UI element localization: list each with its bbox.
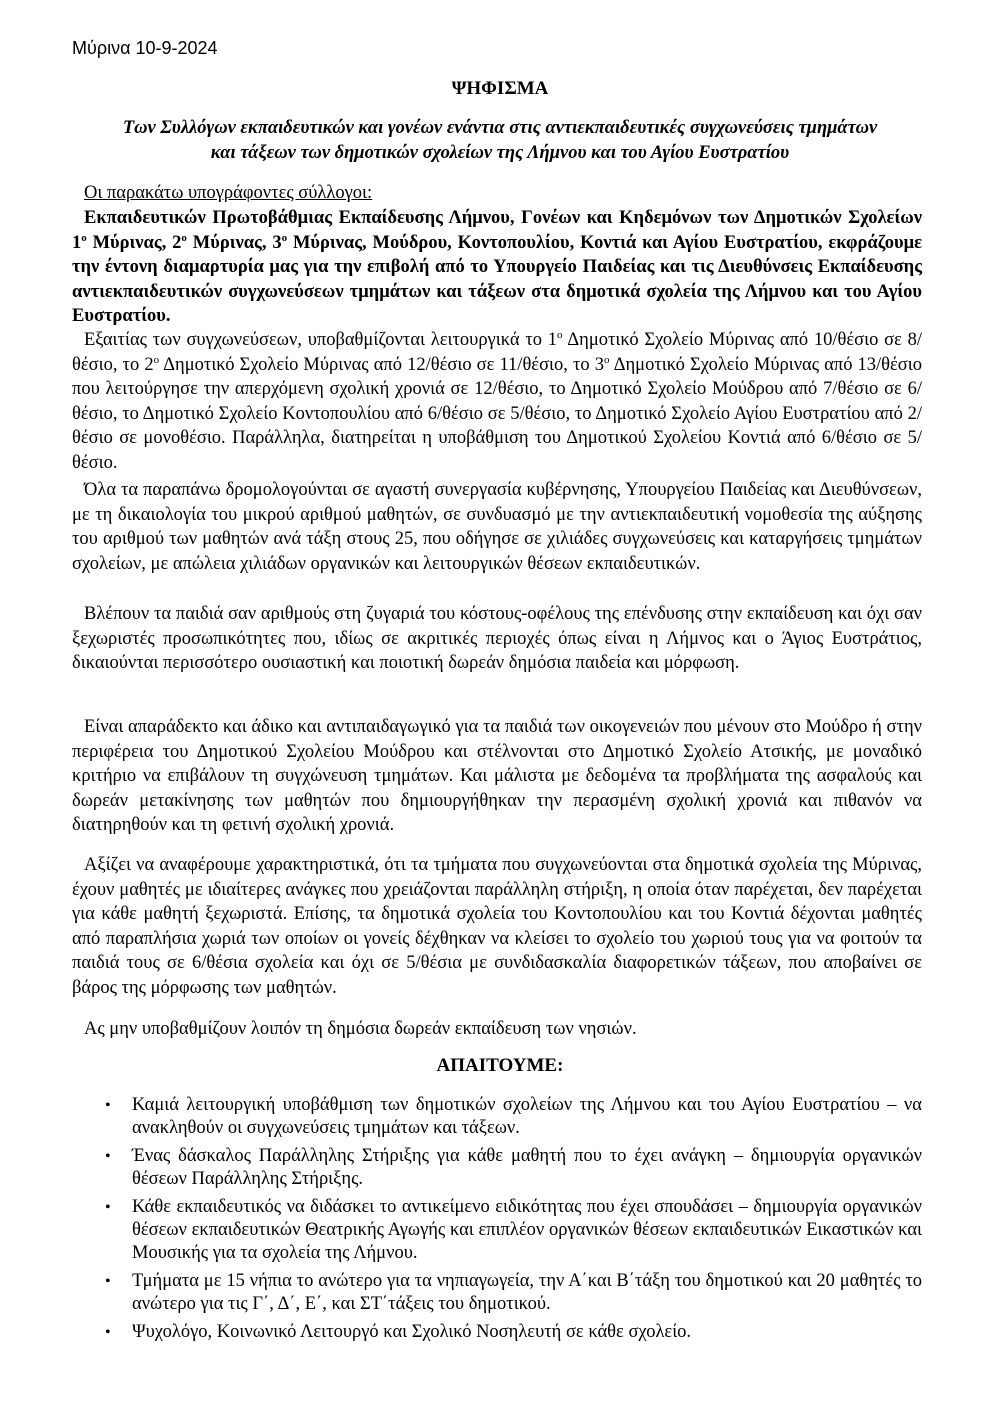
bullet-icon: • bbox=[105, 1097, 111, 1114]
paragraph-downgrades-text-4: Δημοτικό Σχολείο Μύρινας από 13/θέσιο που λειτούργησε την απερχόμενη σχολική χρονιά σε 12/θέσιο, το Δημοτικό Σχολείο Μούδρου από 7/θέσιο σε 6/θέσιο, το Δημοτικό Σχολείο Κοντοπουλίου από 6/θέσιο σε 5/θέσιο, το Δημοτικό Σχολείο Αγίου Ευστρατίου από 2/θέσιο σε μονοθέσιο. Παράλληλα, διατηρείται η υποβάθμιση του Δημοτικού Σχολείου Κοντιά από 6/θέσιο σε 5/θέσιο. bbox=[72, 354, 923, 473]
list-item bbox=[72, 1270, 922, 1316]
ordinal-superscript: ο bbox=[557, 328, 563, 341]
paragraph-downgrades-text-2: Δημοτικό Σχολείο Μύρινας από 10/θέσιο σε 8/θέσιο, το 2 bbox=[72, 330, 922, 375]
signatories-text-1: Εκπαιδευτικών Πρωτοβάθμιας Εκπαίδευσης Λήμνου, Γονέων και Κηδεμόνων των Δημοτικών Σχολείων 1 bbox=[72, 208, 922, 253]
intro-line: Οι παρακάτω υπογράφοντες σύλλογοι: bbox=[84, 183, 373, 203]
document-title: ΨΗΦΙΣΜΑ bbox=[451, 78, 549, 99]
demands-heading: ΑΠΑΙΤΟΥΜΕ: bbox=[436, 1055, 564, 1076]
signatories-text-3: Μύρινας, 3 bbox=[186, 232, 282, 253]
bullet-icon: • bbox=[105, 1148, 111, 1165]
document-subtitle: Των Συλλόγων εκπαιδευτικών και γονέων ενάντια στις αντιεκπαιδευτικές συγχωνεύσεις τμημάτων και τάξεων των δημοτικών σχολείων της Λήμνου και του Αγίου Ευστρατίου bbox=[122, 118, 878, 163]
bullet-icon: • bbox=[105, 1273, 111, 1290]
ordinal-superscript: ο bbox=[81, 231, 87, 244]
demand-text: Κάθε εκπαιδευτικός να διδάσκει το αντικείμενο ειδικότητας που έχει σπουδάσει – δημιουργία οργανικών θέσεων εκπαιδευτικών Θεατρικής Αγωγής και επιπλέον οργανικών θέσεων εκπαιδευτικών Εικαστικών και Μουσικής για τα σχολεία της Λήμνου. bbox=[132, 1197, 922, 1263]
bullet-icon: • bbox=[105, 1199, 111, 1216]
list-item bbox=[72, 1196, 922, 1265]
demand-text: Καμιά λειτουργική υποβάθμιση των δημοτικών σχολείων της Λήμνου και του Αγίου Ευστρατίου – να ανακληθούν οι συγχωνεύσεις τμημάτων και τάξεων. bbox=[132, 1095, 922, 1138]
demand-text: Ψυχολόγο, Κοινωνικό Λειτουργό και Σχολικό Νοσηλευτή σε κάθε σχολείο. bbox=[132, 1322, 692, 1342]
list-item bbox=[72, 1145, 922, 1191]
signatories-text-2: Μύρινας, 2 bbox=[86, 232, 182, 253]
demand-text: Τμήματα με 15 νήπια το ανώτερο για τα νηπιαγωγεία, την Α΄και Β΄τάξη του δημοτικού και 20 μαθητές το ανώτερο για τις Γ΄, Δ΄, Ε΄, και ΣΤ΄τάξεις του δημοτικού. bbox=[132, 1271, 922, 1314]
ordinal-superscript: ο bbox=[604, 353, 610, 366]
demands-list bbox=[72, 1094, 922, 1349]
paragraph-downgrades-text-3: Δημοτικό Σχολείο Μύρινας από 12/θέσιο σε 11/θέσιο, το 3 bbox=[159, 354, 605, 375]
signatories-text-4: Μύρινας, Μούδρου, Κοντοπουλίου, Κοντιά και Αγίου Ευστρατίου, εκφράζουμε την έντονη διαμαρτυρία μας για την επιβολή από το Υπουργείο Παιδείας και τις Διευθύνσεις Εκπαίδευσης αντιεκπαιδευτικών συγχωνεύσεων τμημάτων και τάξεων στα δημοτικά σχολεία της Λήμνου και του Αγίου Ευστρατίου. bbox=[72, 232, 922, 326]
paragraph-downgrades bbox=[72, 328, 922, 475]
list-item bbox=[72, 1321, 922, 1344]
ordinal-superscript: ο bbox=[281, 231, 288, 244]
paragraph-moudros: Είναι απαράδεκτο και άδικο και αντιπαιδαγωγικό για τα παιδιά των οικογενειών που μένουν στο Μούδρο ή στην περιφέρεια του Δημοτικού Σχολείου Μούδρου και στέλνονται στο Δημοτικό Σχολείο Ατσικής, με μοναδικό κριτήριο να επιβάλουν τη συγχώνευση τμημάτων. Και μάλιστα με δεδομένα τα προβλήματα της ασφαλούς και δωρεάν μετακίνησης των μαθητών που δημιουργήθηκαν την περασμένη σχολική χρονιά και πιθανόν να διατηρηθούν και τη φετινή σχολική χρονιά. bbox=[72, 717, 922, 835]
paragraph-closing: Ας μην υποβαθμίζουν λοιπόν τη δημόσια δωρεάν εκπαίδευση των νησιών. bbox=[84, 1019, 637, 1039]
paragraph-special-needs: Αξίζει να αναφέρουμε χαρακτηριστικά, ότι τα τμήματα που συγχωνεύονται στα δημοτικά σχολεία της Μύρινας, έχουν μαθητές με ιδιαίτερες ανάγκες που χρειάζονται παράλληλη στήριξη, η οποία όταν παρέχεται, δεν παρέχεται για κάθε μαθητή ξεχωριστά. Επίσης, τα δημοτικά σχολεία του Κοντοπουλίου και του Κοντιά δέχονται μαθητές από παραπλήσια χωριά των οποίων οι γονείς δέχθηκαν να κλείσει το σχολείο του χωριού τους για να φοιτούν τα παιδιά τους σε 6/θέσια σχολεία και όχι σε 5/θέσια με συνδιδασκαλία διαφορετικών τάξεων, που αποβαίνει σε βάρος της μόρφωσης των μαθητών. bbox=[72, 855, 922, 998]
list-item bbox=[72, 1094, 922, 1140]
paragraph-government: Όλα τα παραπάνω δρομολογούνται σε αγαστή συνεργασία κυβέρνησης, Υπουργείου Παιδείας και Διευθύνσεων, με τη δικαιολογία του μικρού αριθμού μαθητών, σε συνδυασμό με την αντιεκπαιδευτική νομοθεσία της αύξησης του αριθμού των μαθητών ανά τάξη στους 25, που οδήγησε σε χιλιάδες συγχωνεύσεις και καταργήσεις τμημάτων σχολείων, με απώλεια χιλιάδων οργανικών και λειτουργικών θέσεων εκπαιδευτικών. bbox=[72, 480, 922, 574]
bullet-icon: • bbox=[105, 1324, 111, 1341]
paragraph-children: Βλέπουν τα παιδιά σαν αριθμούς στη ζυγαριά του κόστους-οφέλους της επένδυσης στην εκπαίδευση και όχι σαν ξεχωριστές προσωπικότητες που, ιδίως σε ακριτικές περιοχές όπως είναι η Λήμνος και ο Άγιος Ευστράτιος, δικαιούνται περισσότερο ουσιαστική και ποιοτική δωρεάν δημόσια παιδεία και μόρφωση. bbox=[72, 604, 922, 673]
ordinal-superscript: ο bbox=[181, 231, 187, 244]
ordinal-superscript: ο bbox=[153, 353, 160, 366]
document-date: Μύρινα 10-9-2024 bbox=[72, 38, 218, 58]
paragraph-downgrades-text-1: Εξαιτίας των συγχωνεύσεων, υποβαθμίζονται λειτουργικά το 1 bbox=[84, 330, 558, 350]
signatories-paragraph bbox=[72, 206, 922, 329]
demand-text: Ένας δάσκαλος Παράλληλης Στήριξης για κάθε μαθητή που το έχει ανάγκη – δημιουργία οργανικών θέσεων Παράλληλης Στήριξης. bbox=[132, 1146, 922, 1189]
